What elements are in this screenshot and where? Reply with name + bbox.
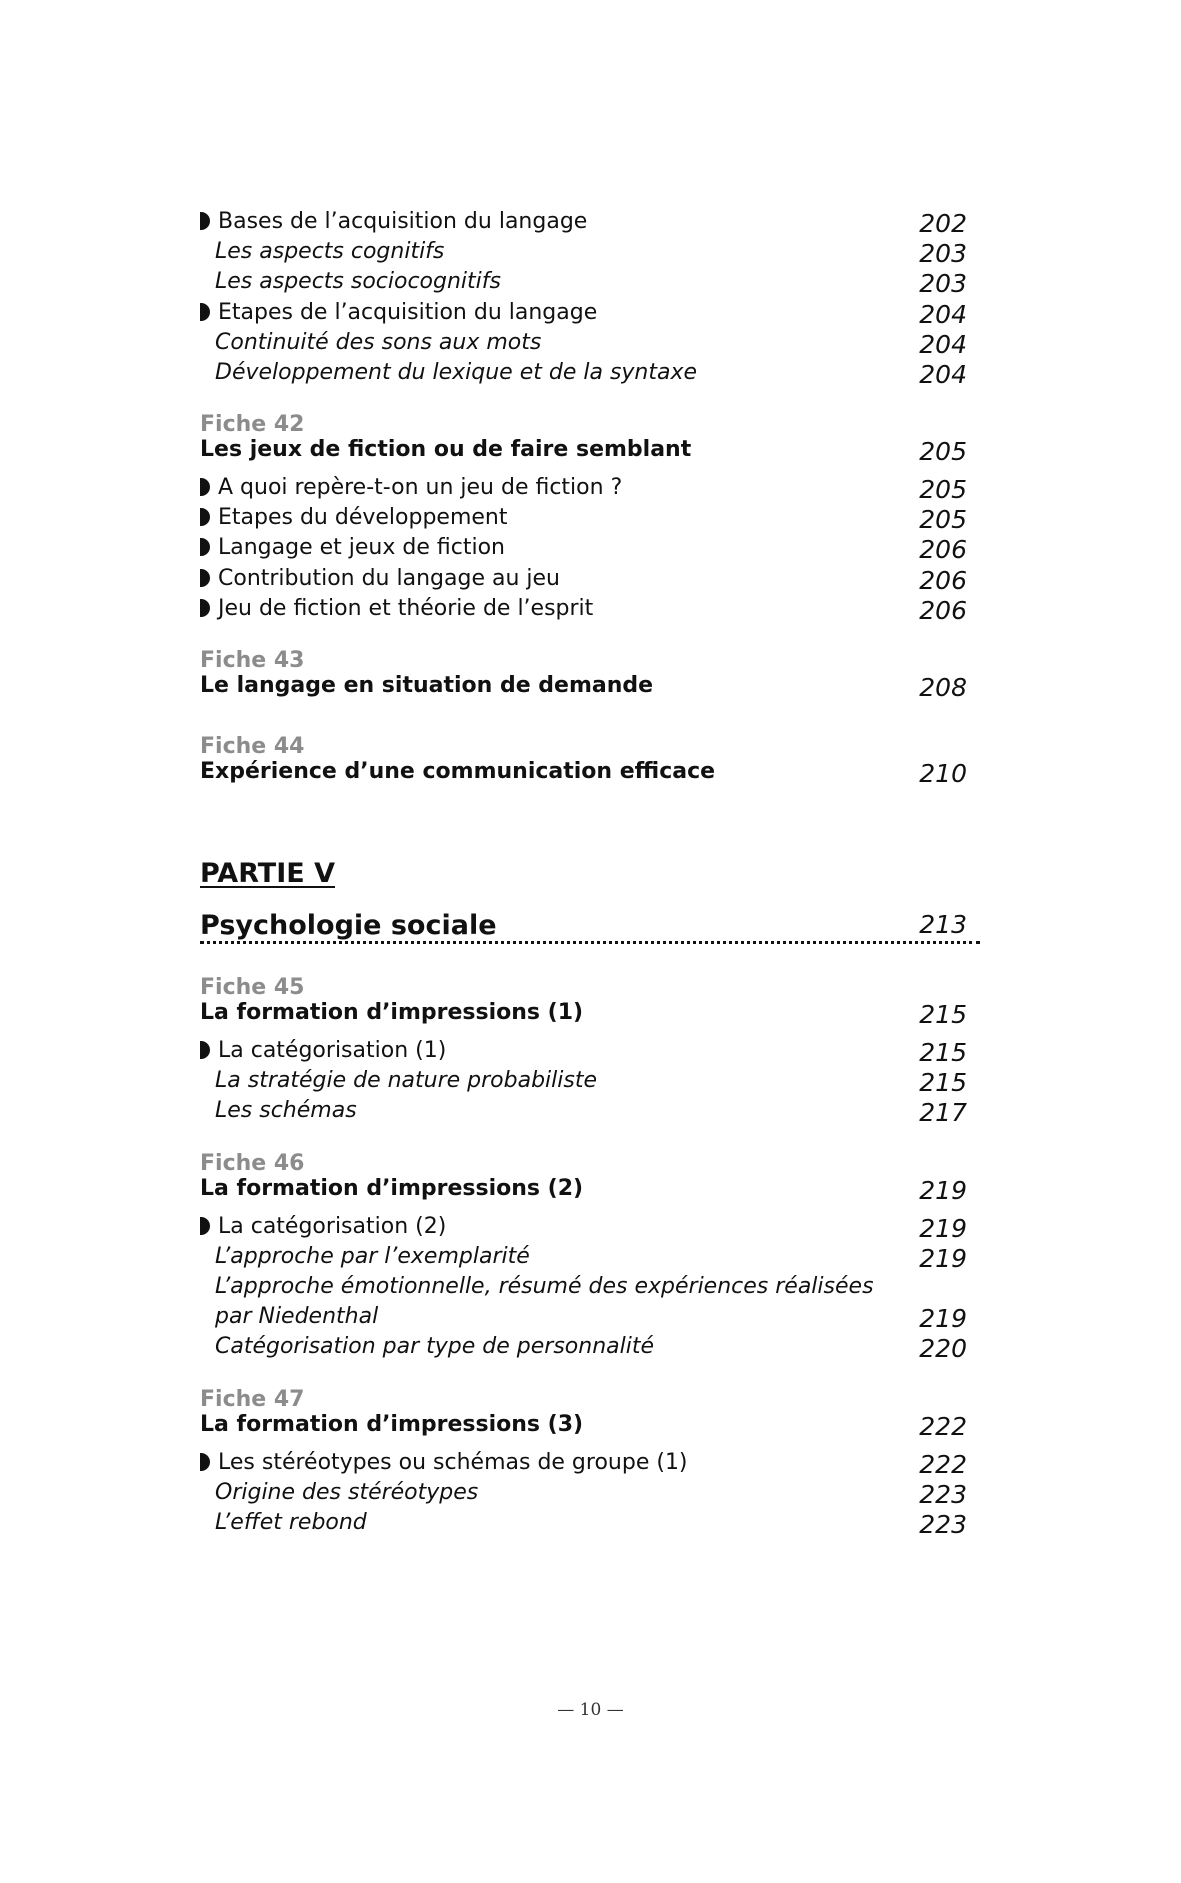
entry-text: La stratégie de nature probabiliste: [215, 1068, 598, 1093]
bullet-icon: [200, 478, 210, 496]
entry-text: Les aspects sociocognitifs: [215, 269, 501, 294]
entry-page: 222: [919, 1450, 967, 1479]
entry-text: par Niedenthal: [215, 1304, 379, 1329]
entry-text: Bases de l’acquisition du langage: [218, 209, 588, 234]
fiche-label: Fiche 45: [200, 975, 305, 1000]
fiche-label: Fiche 46: [200, 1151, 305, 1176]
entry-text: Catégorisation par type de personnalité: [215, 1334, 655, 1359]
fiche-title: La formation d’impressions (3): [200, 1412, 584, 1437]
toc-entry: [200, 1450, 967, 1482]
fiche-page: 222: [919, 1412, 967, 1441]
fiche-title-row: [200, 1412, 967, 1444]
toc-entry: [200, 596, 967, 628]
toc-subentry: [200, 269, 967, 301]
toc-subentry: [200, 1274, 967, 1306]
toc-entry: [200, 1038, 967, 1070]
toc-subentry: [200, 330, 967, 362]
fiche-page: 208: [919, 673, 967, 702]
bullet-icon: [200, 508, 210, 526]
entry-page: 203: [919, 269, 967, 298]
entry-text: A quoi repère-t-on un jeu de fiction ?: [218, 475, 623, 500]
fiche-title: Le langage en situation de demande: [200, 673, 654, 698]
toc-entry: [200, 535, 967, 567]
toc-entry: [200, 566, 967, 598]
toc-subentry: [200, 1304, 967, 1336]
fiche-title: Les jeux de fiction ou de faire semblant: [200, 437, 692, 462]
entry-page: 215: [919, 1068, 967, 1097]
fiche-page: 215: [919, 1000, 967, 1029]
fiche-title: Expérience d’une communication efficace: [200, 759, 716, 784]
toc-entry: [200, 475, 967, 507]
toc-subentry: [200, 1068, 967, 1100]
toc-subentry: [200, 239, 967, 271]
bullet-icon: [200, 599, 210, 617]
part-page: 213: [919, 910, 967, 939]
entry-text: La catégorisation (1): [218, 1038, 447, 1063]
entry-page: 219: [919, 1214, 967, 1243]
bullet-icon: [200, 212, 210, 230]
fiche-page: 205: [919, 437, 967, 466]
entry-page: 223: [919, 1510, 967, 1539]
entry-text: L’effet rebond: [215, 1510, 367, 1535]
fiche-label: Fiche 43: [200, 648, 305, 673]
bullet-icon: [200, 569, 210, 587]
entry-page: 219: [919, 1244, 967, 1273]
entry-page: 204: [919, 360, 967, 389]
toc-entry: [200, 300, 967, 332]
part-label: PARTIE V: [200, 858, 335, 889]
entry-text: Langage et jeux de fiction: [218, 535, 505, 560]
toc-subentry: [200, 1480, 967, 1512]
fiche-label: Fiche 47: [200, 1387, 305, 1412]
page-number: — 10 —: [557, 1700, 624, 1720]
fiche-title: La formation d’impressions (2): [200, 1176, 584, 1201]
toc-subentry: [200, 1334, 967, 1366]
toc-subentry: [200, 360, 967, 392]
entry-page: 205: [919, 505, 967, 534]
entry-page: 220: [919, 1334, 967, 1363]
bullet-icon: [200, 1041, 210, 1059]
toc-subentry: [200, 1098, 967, 1130]
fiche-label: Fiche 42: [200, 412, 305, 437]
fiche-title-row: [200, 673, 967, 705]
entry-text: Les stéréotypes ou schémas de groupe (1): [218, 1450, 688, 1475]
fiche-title-row: [200, 1000, 967, 1032]
entry-text: L’approche émotionnelle, résumé des expériences réalisées: [215, 1274, 874, 1299]
part-title: Psychologie sociale: [200, 910, 497, 941]
toc-subentry: [200, 1244, 967, 1276]
entry-page: 219: [919, 1304, 967, 1333]
entry-page: 205: [919, 475, 967, 504]
toc-subentry: [200, 1510, 967, 1542]
entry-text: Etapes de l’acquisition du langage: [218, 300, 598, 325]
bullet-icon: [200, 1453, 210, 1471]
fiche-title-row: [200, 759, 967, 791]
entry-page: 206: [919, 535, 967, 564]
fiche-label: Fiche 44: [200, 734, 305, 759]
entry-page: 204: [919, 300, 967, 329]
bullet-icon: [200, 1217, 210, 1235]
entry-text: Les schémas: [215, 1098, 357, 1123]
fiche-title: La formation d’impressions (1): [200, 1000, 584, 1025]
entry-page: 206: [919, 596, 967, 625]
entry-page: 202: [919, 209, 967, 238]
toc-entry: [200, 505, 967, 537]
entry-text: Origine des stéréotypes: [215, 1480, 479, 1505]
entry-page: 223: [919, 1480, 967, 1509]
entry-text: Développement du lexique et de la syntaxe: [215, 360, 698, 385]
entry-text: Jeu de fiction et théorie de l’esprit: [218, 596, 594, 621]
entry-page: 217: [919, 1098, 967, 1127]
entry-text: Etapes du développement: [218, 505, 508, 530]
fiche-title-row: [200, 437, 967, 469]
bullet-icon: [200, 538, 210, 556]
entry-text: Contribution du langage au jeu: [218, 566, 560, 591]
entry-page: 206: [919, 566, 967, 595]
entry-text: La catégorisation (2): [218, 1214, 447, 1239]
dotted-divider: [200, 941, 980, 944]
toc-entry: [200, 209, 967, 241]
entry-text: Les aspects cognitifs: [215, 239, 445, 264]
entry-text: L’approche par l’exemplarité: [215, 1244, 530, 1269]
fiche-page: 210: [919, 759, 967, 788]
toc-entry: [200, 1214, 967, 1246]
entry-page: 204: [919, 330, 967, 359]
fiche-title-row: [200, 1176, 967, 1208]
entry-page: 203: [919, 239, 967, 268]
bullet-icon: [200, 303, 210, 321]
entry-page: 215: [919, 1038, 967, 1067]
entry-text: Continuité des sons aux mots: [215, 330, 542, 355]
fiche-page: 219: [919, 1176, 967, 1205]
